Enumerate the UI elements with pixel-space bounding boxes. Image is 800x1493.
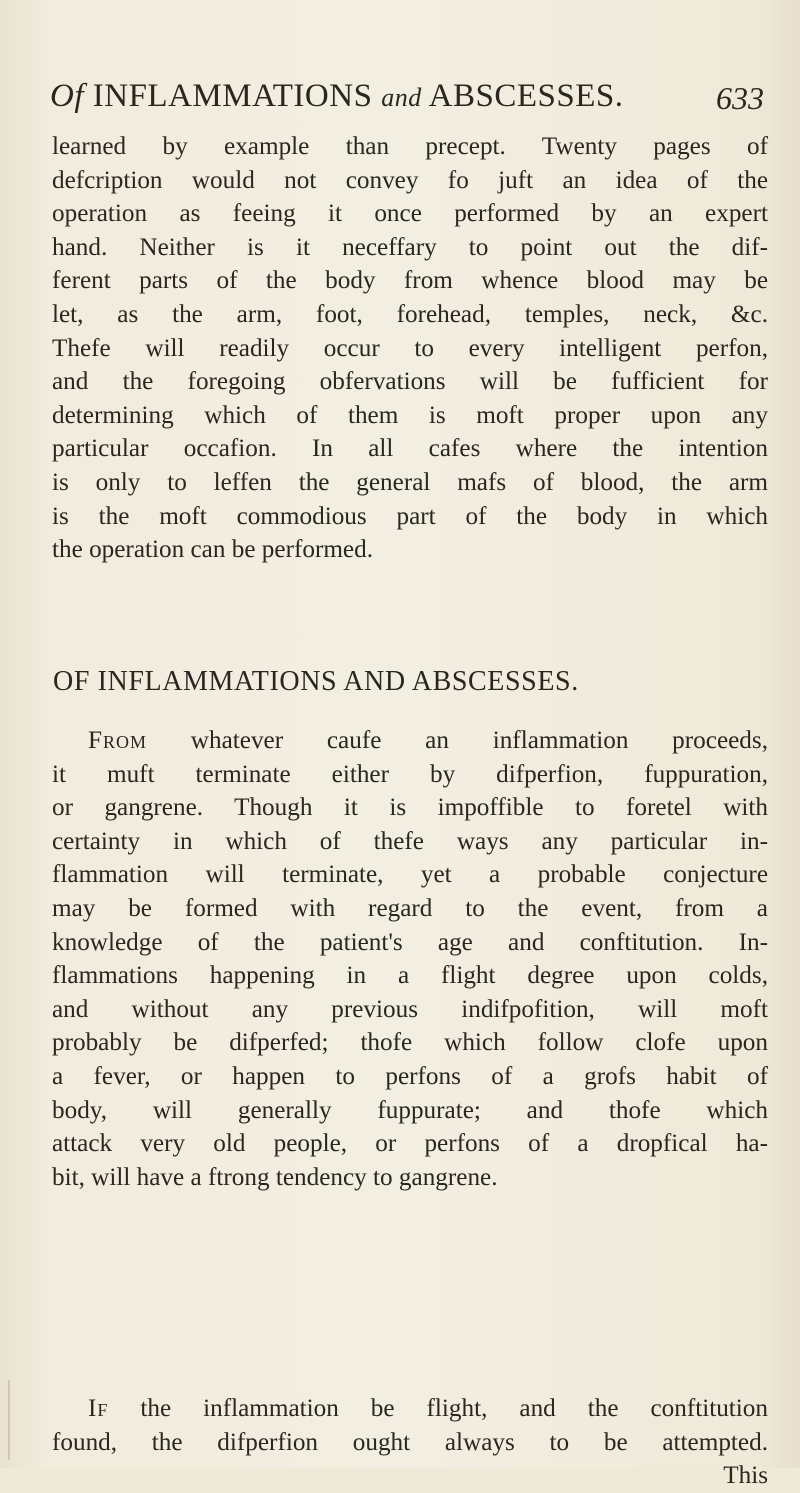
catchword: This bbox=[723, 1462, 768, 1490]
text-line: determining which of them is moft proper upon any bbox=[52, 401, 768, 429]
drop-word: From bbox=[88, 727, 148, 754]
text-line: it muft terminate either by difperfion, fuppuration, bbox=[52, 760, 768, 788]
text-line: or gangrene. Though it is impoffible to foretel with bbox=[52, 794, 768, 822]
paragraph-3 bbox=[52, 1392, 768, 1493]
running-head-title-part1: INFLAMMATIONS bbox=[92, 78, 373, 114]
text-line: bit, will have a ftrong tendency to gangrene. bbox=[52, 1163, 498, 1191]
text-line: Thefe will readily occur to every intelligent perfon, bbox=[52, 334, 768, 362]
text-line: ferent parts of the body from whence blood may be bbox=[52, 267, 768, 295]
text-line: the operation can be performed. bbox=[52, 536, 373, 564]
text-line: attack very old people, or perfons of a dropfical ha- bbox=[52, 1130, 768, 1158]
running-head-and: and bbox=[381, 83, 422, 112]
text-line: may be formed with regard to the event, from a bbox=[52, 894, 768, 922]
text-line-first bbox=[52, 724, 768, 758]
page-number: 633 bbox=[716, 80, 764, 116]
text-line: particular occafion. In all cafes where the intention bbox=[52, 435, 768, 463]
text-line: hand. Neither is it neceffary to point out the dif- bbox=[52, 233, 768, 261]
first-line-rest: whatever caufe an inflammation proceeds, bbox=[147, 727, 768, 754]
text-line: flammation will terminate, yet a probable conjecture bbox=[52, 861, 768, 889]
text-line-first bbox=[52, 1392, 768, 1426]
text-line: learned by example than precept. Twenty pages of bbox=[52, 133, 768, 160]
first-line-rest: the inflammation be flight, and the conftitution bbox=[108, 1395, 768, 1422]
text-line: flammations happening in a flight degree upon colds, bbox=[52, 962, 768, 990]
text-line: operation as feeing it once performed by an expert bbox=[52, 200, 768, 228]
text-line: certainty in which of thefe ways any particular in- bbox=[52, 827, 768, 855]
text-line: let, as the arm, foot, forehead, temples, neck, &c. bbox=[52, 300, 768, 328]
paragraph-2 bbox=[52, 724, 768, 1194]
text-line: and without any previous indifpofition, will moft bbox=[52, 995, 768, 1023]
running-head-title-part2: ABSCESSES. bbox=[428, 78, 624, 114]
drop-word: If bbox=[88, 1395, 109, 1422]
text-line: is only to leffen the general mafs of blood, the arm bbox=[52, 468, 768, 496]
text-line: is the moft commodious part of the body in which bbox=[52, 502, 768, 530]
running-head bbox=[50, 78, 770, 115]
text-line: knowledge of the patient's age and conftitution. In- bbox=[52, 928, 768, 956]
text-line: probably be difperfed; thofe which follow clofe upon bbox=[52, 1029, 768, 1057]
running-head-of: Of bbox=[50, 78, 84, 114]
section-heading: OF INFLAMMATIONS AND ABSCESSES. bbox=[53, 666, 579, 697]
paragraph-1 bbox=[52, 130, 768, 567]
text-line: defcription would not convey fo juft an idea of the bbox=[52, 166, 768, 194]
text-line: body, will generally fuppurate; and thofe which bbox=[52, 1096, 768, 1124]
text-line: a fever, or happen to perfons of a grofs habit of bbox=[52, 1062, 768, 1090]
text-line: and the foregoing obfervations will be fufficient for bbox=[52, 368, 768, 396]
text-line: found, the difperfion ought always to be attempted. bbox=[52, 1428, 768, 1456]
margin-shadow bbox=[8, 1380, 10, 1460]
